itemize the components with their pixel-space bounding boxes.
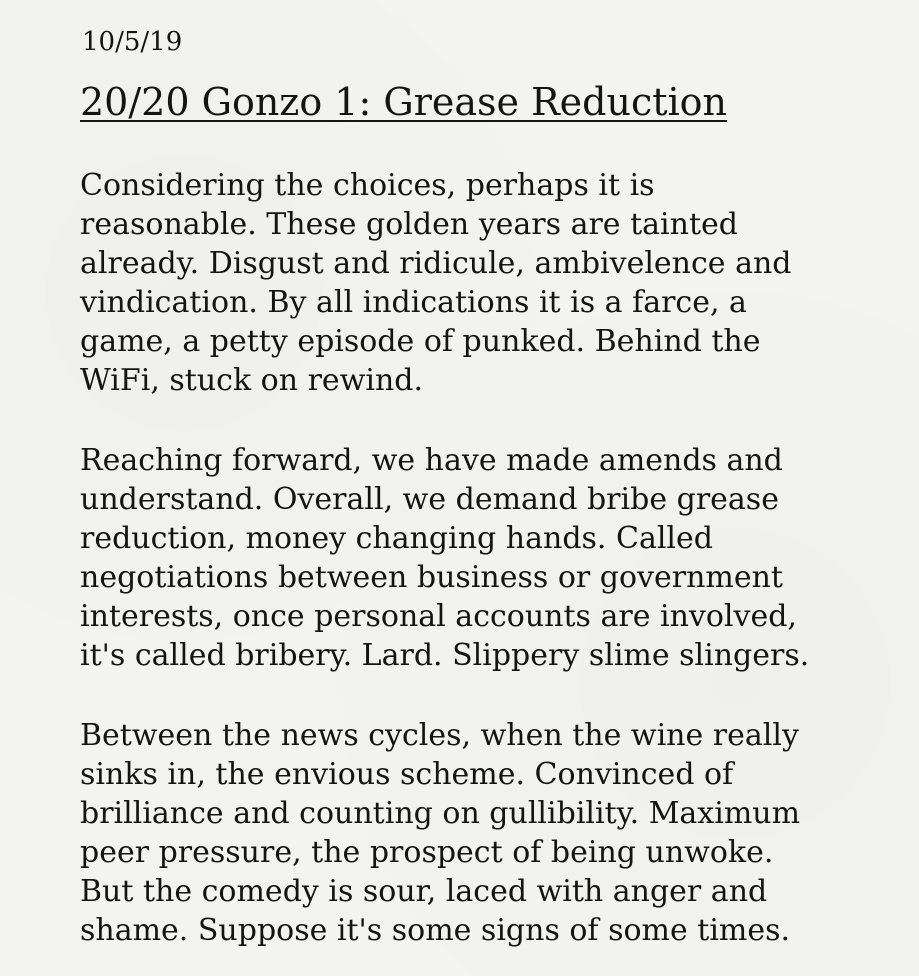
paragraph-line: game, a petty episode of punked. Behind the bbox=[80, 324, 761, 359]
paragraph-line: Reaching forward, we have made amends and bbox=[80, 443, 783, 478]
paragraph-line: reasonable. These golden years are tainted bbox=[80, 207, 738, 242]
document-date: 10/5/19 bbox=[82, 27, 183, 57]
paragraph-line: brilliance and counting on gullibility. Maximum bbox=[80, 796, 801, 831]
paragraph-line: already. Disgust and ridicule, ambivelence and bbox=[80, 246, 792, 281]
paragraph-3 bbox=[80, 716, 800, 950]
paragraph-line: understand. Overall, we demand bribe grease bbox=[80, 482, 779, 517]
paragraph-line: Considering the choices, perhaps it is bbox=[80, 168, 655, 203]
paragraph-line: vindication. By all indications it is a farce, a bbox=[80, 285, 747, 320]
paragraph-line: But the comedy is sour, laced with anger and bbox=[80, 874, 768, 909]
paragraph-line: shame. Suppose it's some signs of some times. bbox=[80, 913, 791, 948]
paragraph-1 bbox=[80, 166, 792, 400]
paragraph-line: interests, once personal accounts are involved, bbox=[80, 599, 797, 634]
paragraph-line: negotiations between business or government bbox=[80, 560, 783, 595]
paragraph-line: Between the news cycles, when the wine really bbox=[80, 718, 799, 753]
paragraph-line: WiFi, stuck on rewind. bbox=[80, 363, 424, 398]
paragraph-line: sinks in, the envious scheme. Convinced of bbox=[80, 757, 734, 792]
paragraph-line: it's called bribery. Lard. Slippery slime slingers. bbox=[80, 638, 810, 673]
document-title: 20/20 Gonzo 1: Grease Reduction bbox=[80, 80, 728, 124]
paragraph-2 bbox=[80, 441, 809, 675]
paragraph-line: peer pressure, the prospect of being unwoke. bbox=[80, 835, 774, 870]
paragraph-line: reduction, money changing hands. Called bbox=[80, 521, 713, 556]
